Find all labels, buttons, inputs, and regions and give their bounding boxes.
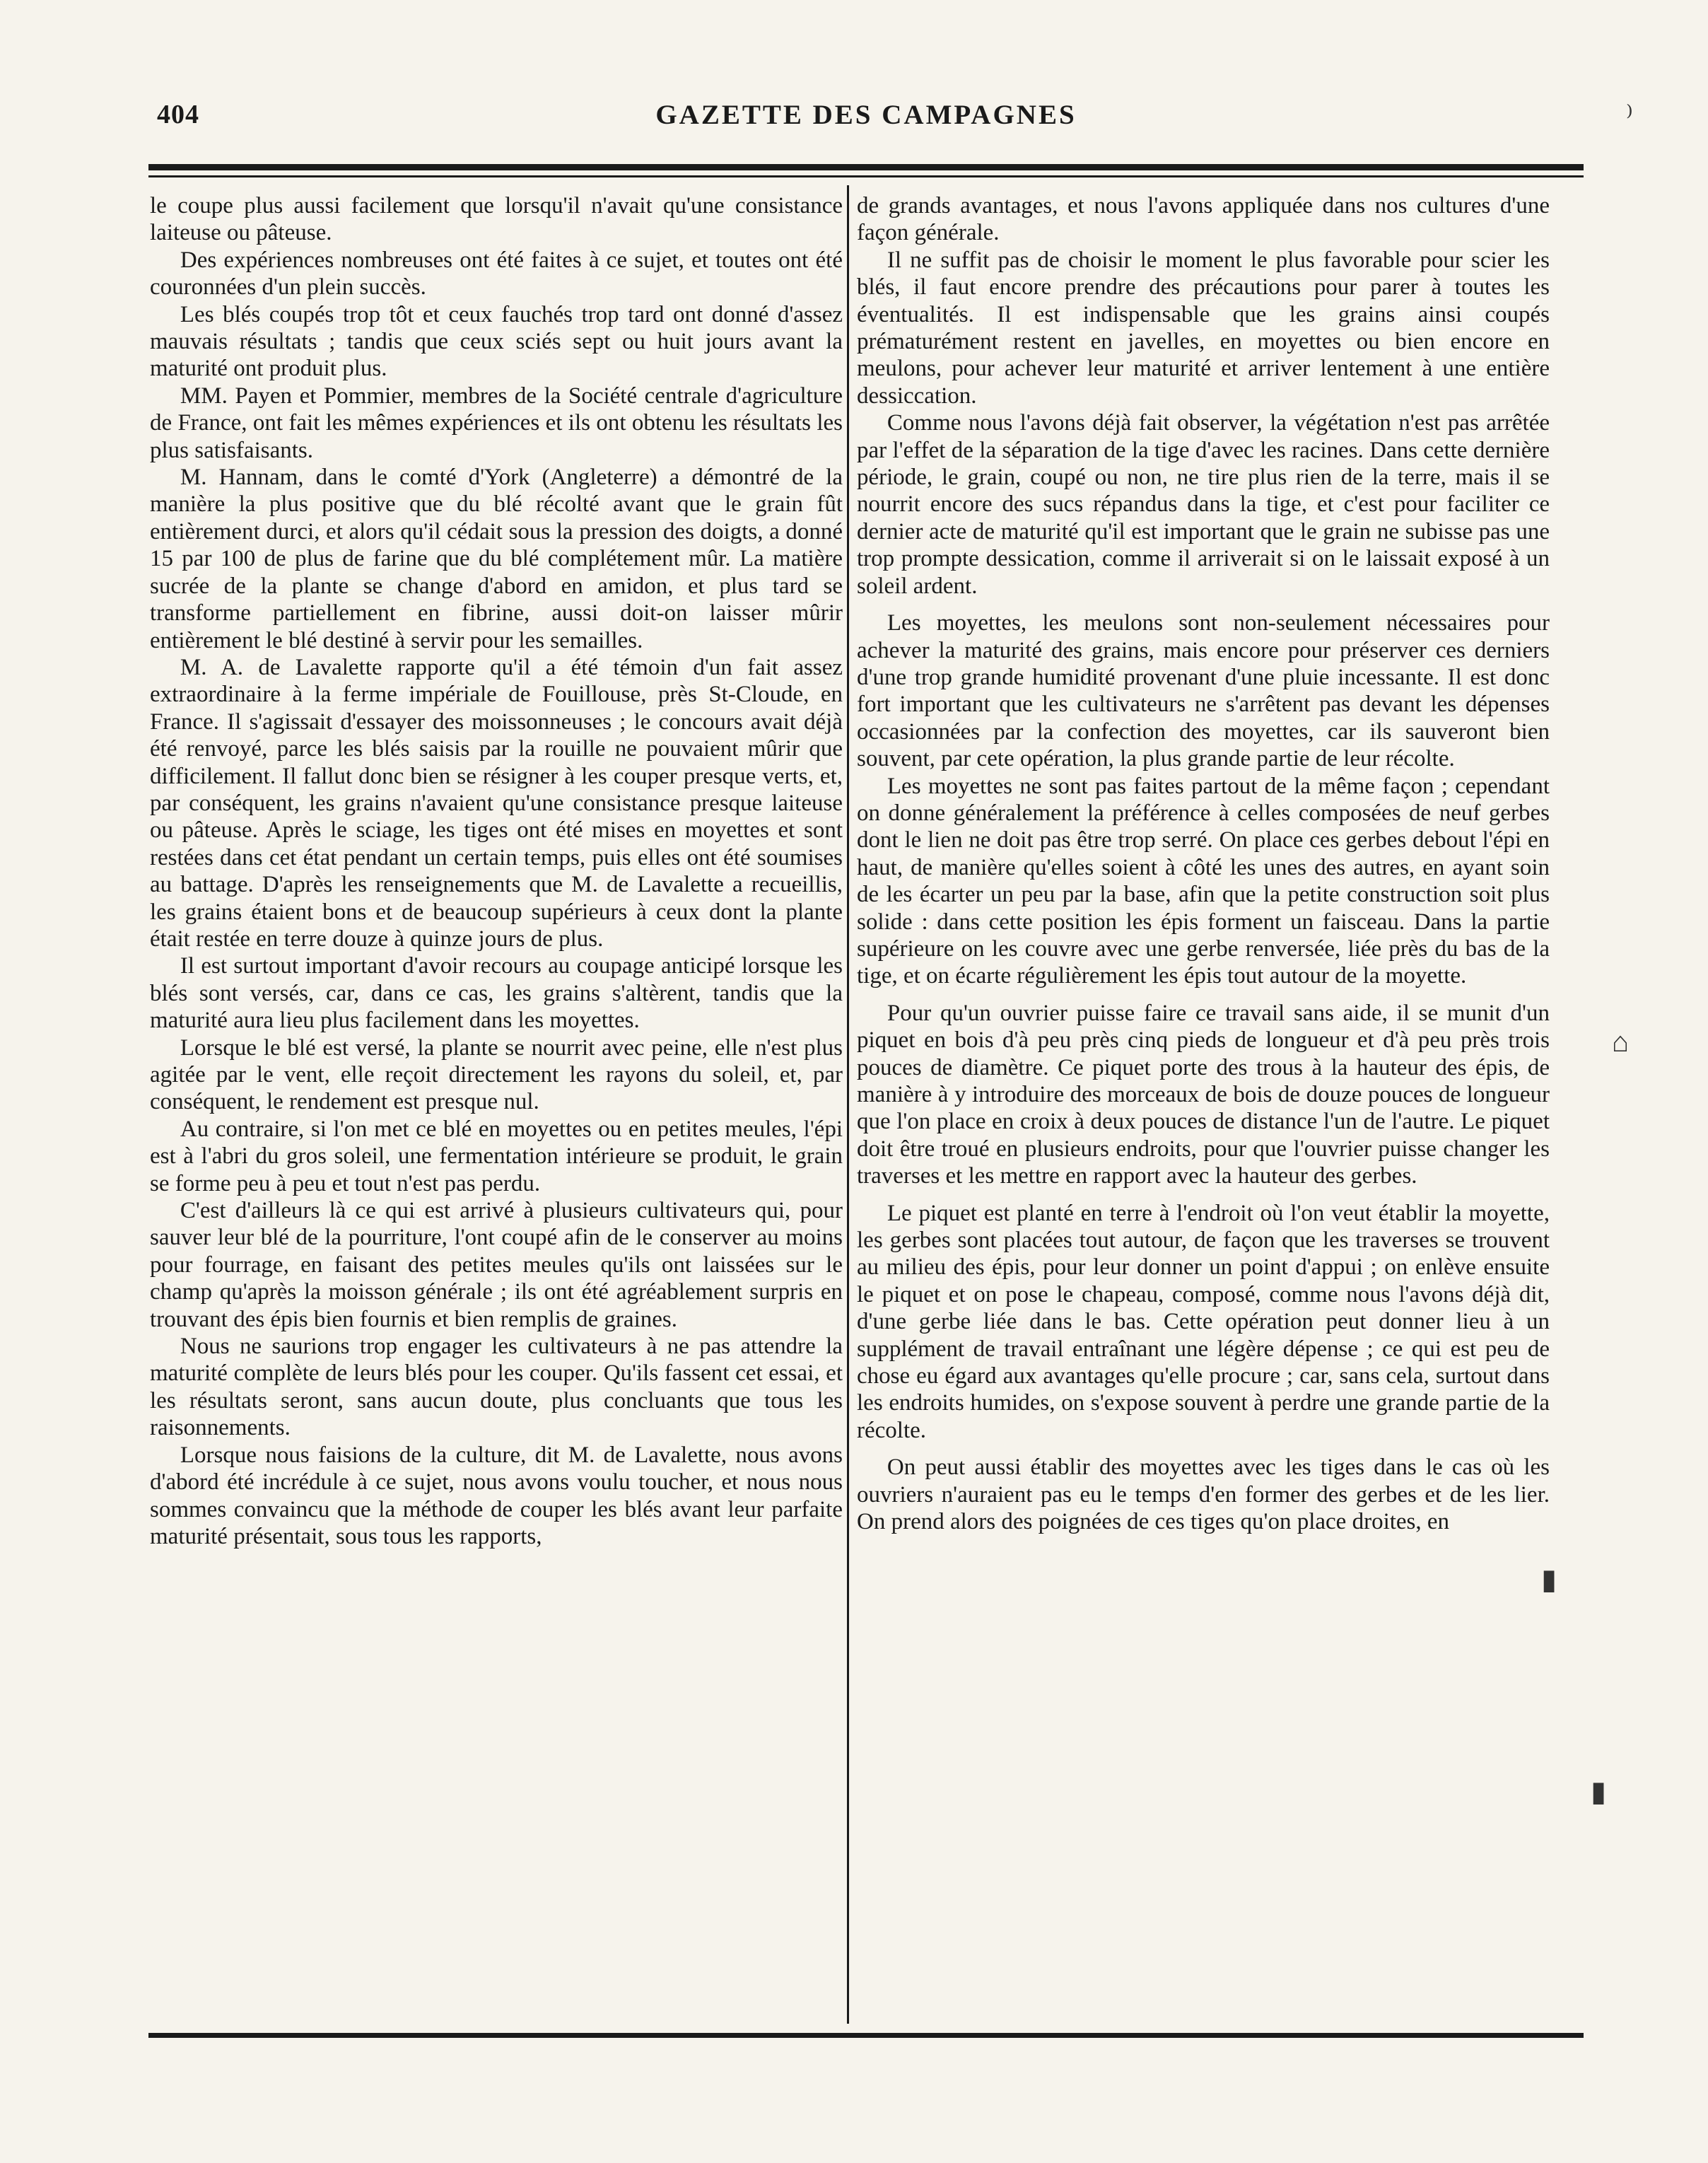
paragraph: de grands avantages, et nous l'avons appliquée dans nos cultures d'une façon générale. <box>857 193 1550 246</box>
paragraph: M. A. de Lavalette rapporte qu'il a été témoin d'un fait assez extraordinaire à la ferme impériale de Fouillouse, près St-Cloude, en France. Il s'agissait d'essayer des moissonneuses ; le concours avait déjà été renvoyé, parce les blés saisis par la rouille ne pouvaient mûrir que difficilement. Il fallut donc bien se résigner à les couper presque verts, et, par conséquent, les grains n'avaient qu'une consistance presque laiteuse ou pâteuse. Après le sciage, les tiges ont été mises en moyettes et sont restées dans cet état pendant un certain temps, puis elles ont été soumises au battage. D'après les renseignements que M. de Lavalette a recueillis, les grains étaient bons et de beaucoup supérieurs à ceux dont la plante était restée en terre douze à quinze jours de plus. <box>150 654 843 952</box>
paragraph: le coupe plus aussi facilement que lorsqu'il n'avait qu'une consistance laiteuse ou pâteuse. <box>150 193 843 246</box>
page-header <box>148 99 1584 141</box>
paragraph: Pour qu'un ouvrier puisse faire ce travail sans aide, il se munit d'un piquet en bois d'à peu près cinq pieds de longueur et d'à peu près trois pouces de diamètre. Ce piquet porte des trous à la hauteur des épis, de manière à y introduire des morceaux de bois de douze pouces de longueur que l'on place en croix à deux pouces de distance l'un de l'autre. Le piquet doit être troué en plusieurs endroits, pour que l'ouvrier puisse changer les traverses et les mettre en rapport avec la hauteur des gerbes. <box>857 1000 1550 1189</box>
running-title: GAZETTE DES CAMPAGNES <box>655 100 1077 130</box>
paragraph: MM. Payen et Pommier, membres de la Société centrale d'agriculture de France, ont fait les mêmes expériences et ils ont obtenu les résultats les plus satisfaisants. <box>150 383 843 463</box>
page-number: 404 <box>157 100 199 129</box>
paragraph: Comme nous l'avons déjà fait observer, la végétation n'est pas arrêtée par l'effet de la séparation de la tige d'avec les racines. Dans cette dernière période, le grain, coupé ou non, ne tire plus rien de la terre, mais il se nourrit encore des sucs répandus dans la tige, et c'est pour faciliter ce dernier acte de maturité qu'il est important que le grain ne subisse pas une trop prompte dessication, comme il arriverait si on le laissait exposé à un soleil ardent. <box>857 410 1550 599</box>
paragraph: C'est d'ailleurs là ce qui est arrivé à plusieurs cultivateurs qui, pour sauver leur blé de la pourriture, l'ont coupé afin de le conserver au moins pour fourrage, en faisant des petites meules qu'ils ont laissées sur le champ qu'après la moisson générale ; ils ont été agréablement surpris en trouvant des épis bien fournis et bien remplis de graines. <box>150 1198 843 1332</box>
paragraph: On peut aussi établir des moyettes avec les tiges dans le cas où les ouvriers n'auraient pas eu le temps d'en former des gerbes et de les lier. On prend alors des poignées de ces tiges qu'on place droites, en <box>857 1454 1550 1535</box>
paragraph: Les moyettes, les meulons sont non-seulement nécessaires pour achever la maturité des grains, mais encore pour préserver ces derniers d'une trop grande humidité provenant d'une pluie incessante. Il est donc fort important que les cultivateurs ne s'arrêtent pas devant les dépenses occasionnées par la confection des moyettes, car ils sauveront bien souvent, par cete opération, la plus grande partie de leur récolte. <box>857 610 1550 772</box>
header-rule-thin <box>148 175 1584 177</box>
paragraph: Le piquet est planté en terre à l'endroit où l'on veut établir la moyette, les gerbes sont placées tout autour, de façon que les traverses se trouvent au milieu des épis, pour leur donner un point d'appui ; on enlève ensuite le piquet et on pose le chapeau, composé, comme nous l'avons déjà dit, d'une gerbe liée dans le bas. Cette opération peut donner lieu à un supplément de travail entraînant une légère dépense ; ce qui est peu de chose eu égard aux avantages qu'elle procure ; car, sans cela, surtout dans les endroits humides, on s'expose souvent à perdre une grande partie de la récolte. <box>857 1200 1550 1443</box>
scan-speck-icon: ▮ <box>1541 1563 1557 1595</box>
paragraph: M. Hannam, dans le comté d'York (Angleterre) a démontré de la manière la plus positive que du blé récolté avant que le grain fût entièrement durci, et alors qu'il cédait sous la pression des doigts, a donné 15 par 100 de plus de farine que du blé complétement mûr. La matière sucrée de la plante se change d'abord en amidon, et plus tard se transforme partiellement en fibrine, aussi doit-on laisser mûrir entièrement le blé destiné à servir pour les semailles. <box>150 465 843 653</box>
column-divider <box>847 185 849 2024</box>
header-rule-thick <box>148 164 1584 170</box>
paragraph: Les blés coupés trop tôt et ceux fauchés trop tard ont donné d'assez mauvais résultats ; tandis que ceux sciés sept ou huit jours avant la maturité ont produit plus. <box>150 301 843 382</box>
paragraph: Au contraire, si l'on met ce blé en moyettes ou en petites meules, l'épi est à l'abri du gros soleil, une fermentation intérieure se produit, le grain se forme peu à peu et tout n'est pas perdu. <box>150 1116 843 1196</box>
left-column <box>150 192 843 1550</box>
footer-rule <box>148 2033 1584 2038</box>
paragraph: Des expériences nombreuses ont été faites à ce sujet, et toutes ont été couronnées d'un plein succès. <box>150 247 843 301</box>
scan-speck-icon: ⁾ <box>1626 100 1633 132</box>
scan-artifact-icon: ⌂ <box>1612 1026 1630 1058</box>
paragraph: Lorsque le blé est versé, la plante se nourrit avec peine, elle n'est plus agitée par le vent, elle reçoit directement les rayons du soleil, et, par conséquent, le rendement est presque nul. <box>150 1034 843 1115</box>
paragraph: Nous ne saurions trop engager les cultivateurs à ne pas attendre la maturité complète de leurs blés pour les couper. Qu'ils fassent cet essai, et les résultats seront, sans aucun doute, plus concluants que tous les raisonnements. <box>150 1334 843 1441</box>
scan-speck-icon: ▮ <box>1591 1776 1607 1807</box>
paragraph: Il est surtout important d'avoir recours au coupage anticipé lorsque les blés sont versés, car, dans ce cas, les grains s'altèrent, tandis que la maturité aura lieu plus facilement dans les moyettes. <box>150 953 843 1034</box>
paragraph: Lorsque nous faisions de la culture, dit M. de Lavalette, nous avons d'abord été incrédule à ce sujet, nous avons voulu toucher, et nous nous sommes convaincu que la méthode de couper les blés avant leur parfaite maturité présentait, sous tous les rapports, <box>150 1442 843 1549</box>
paragraph: Il ne suffit pas de choisir le moment le plus favorable pour scier les blés, il faut encore prendre des précautions pour parer à toutes les éventualités. Il est indispensable que les grains ainsi coupés prématurément restent en javelles, en moyettes ou bien encore en meulons, pour achever leur maturité et arriver lentement à une entière dessiccation. <box>857 247 1550 409</box>
right-column <box>857 192 1550 1536</box>
paragraph: Les moyettes ne sont pas faites partout de la même façon ; cependant on donne généralement la préférence à celles composées de neuf gerbes dont le lien ne doit pas être trop serré. On place ces gerbes debout l'épi en haut, de manière qu'elles soient à côté les unes des autres, en ayant soin de les écarter un peu par la base, afin que la petite construction soit plus solide : dans cette position les épis forment un faisceau. Dans la partie supérieure on les couvre avec une gerbe renversée, liée près du bas de la tige, et on écarte régulièrement les épis tout autour de la moyette. <box>857 773 1550 989</box>
